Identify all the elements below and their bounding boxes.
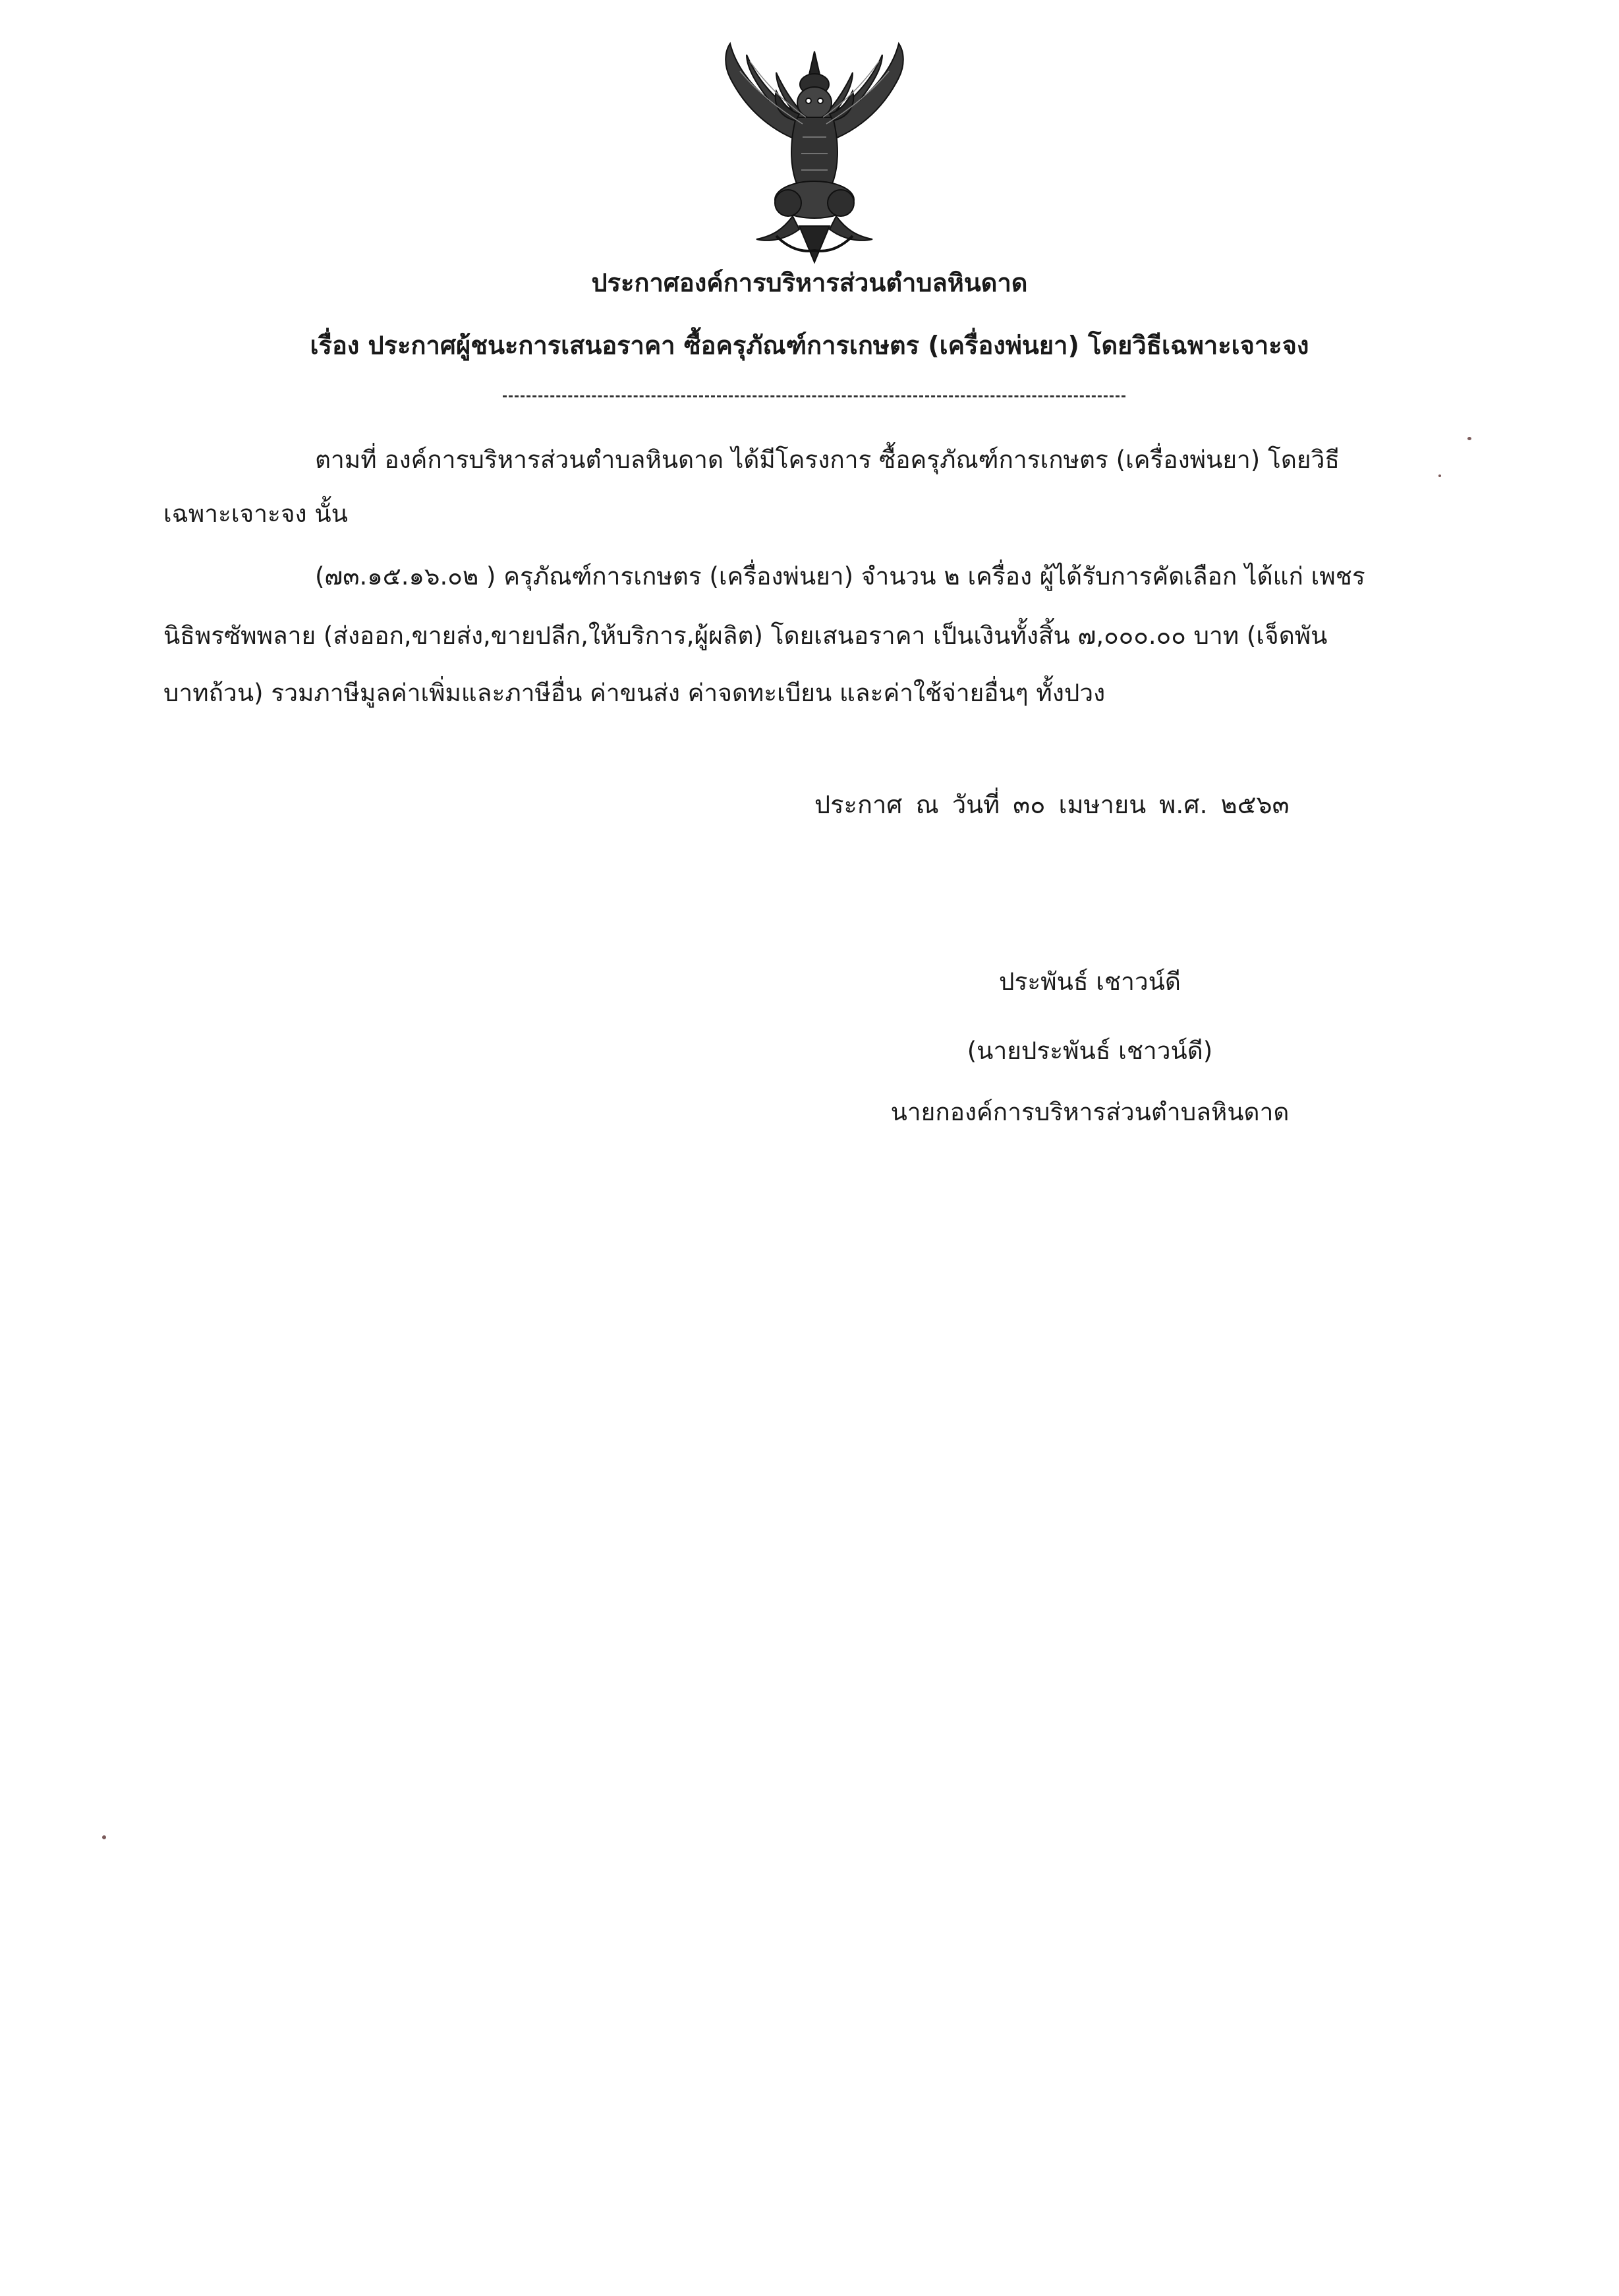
signature-name: ประพันธ์ เชาวน์ดี (999, 967, 1181, 996)
paragraph2-line1: (๗๓.๑๕.๑๖.๐๒ ) ครุภัณฑ์การเกษตร (เครื่องพ่นยา) จำนวน ๒ เครื่อง ผู้ได้รับการคัดเลือก ได้แก่ เพชร (315, 562, 1365, 590)
paragraph2-line3: บาทถ้วน) รวมภาษีมูลค่าเพิ่มและภาษีอื่น ค่าขนส่ง ค่าจดทะเบียน และค่าใช้จ่ายอื่นๆ ทั้งปวง (163, 679, 1106, 707)
paragraph1-line1: ตามที่ องค์การบริหารส่วนตำบลหินดาด ได้มีโครงการ ซื้อครุภัณฑ์การเกษตร (เครื่องพ่นยา) โดยวิธี (315, 445, 1340, 474)
scan-speck (102, 1835, 106, 1839)
scan-speck (1438, 474, 1441, 477)
announcement-date: ประกาศ ณ วันที่ ๓๐ เมษายน พ.ศ. ๒๕๖๓ (814, 790, 1290, 819)
heading-subject: เรื่อง ประกาศผู้ชนะการเสนอราคา ซื้อครุภัณฑ์การเกษตร (เครื่องพ่นยา) โดยวิธีเฉพาะเจาะจง (310, 331, 1309, 360)
signature-title: นายกองค์การบริหารส่วนตำบลหินดาด (890, 1098, 1290, 1126)
garuda-emblem-icon (710, 38, 919, 266)
signature-fullname: (นายประพันธ์ เชาวน์ดี) (967, 1037, 1213, 1065)
separator-line (503, 395, 1125, 397)
paragraph1-line2: เฉพาะเจาะจง นั้น (163, 500, 348, 528)
paragraph2-line2: นิธิพรซัพพลาย (ส่งออก,ขายส่ง,ขายปลีก,ให้บริการ,ผู้ผลิต) โดยเสนอราคา เป็นเงินทั้งสิ้น ๗,๐๐๐.๐๐ บาท (เจ็ดพัน (163, 621, 1328, 650)
heading-organization: ประกาศองค์การบริหารส่วนตำบลหินดาด (591, 268, 1028, 297)
scan-speck (1467, 437, 1471, 440)
